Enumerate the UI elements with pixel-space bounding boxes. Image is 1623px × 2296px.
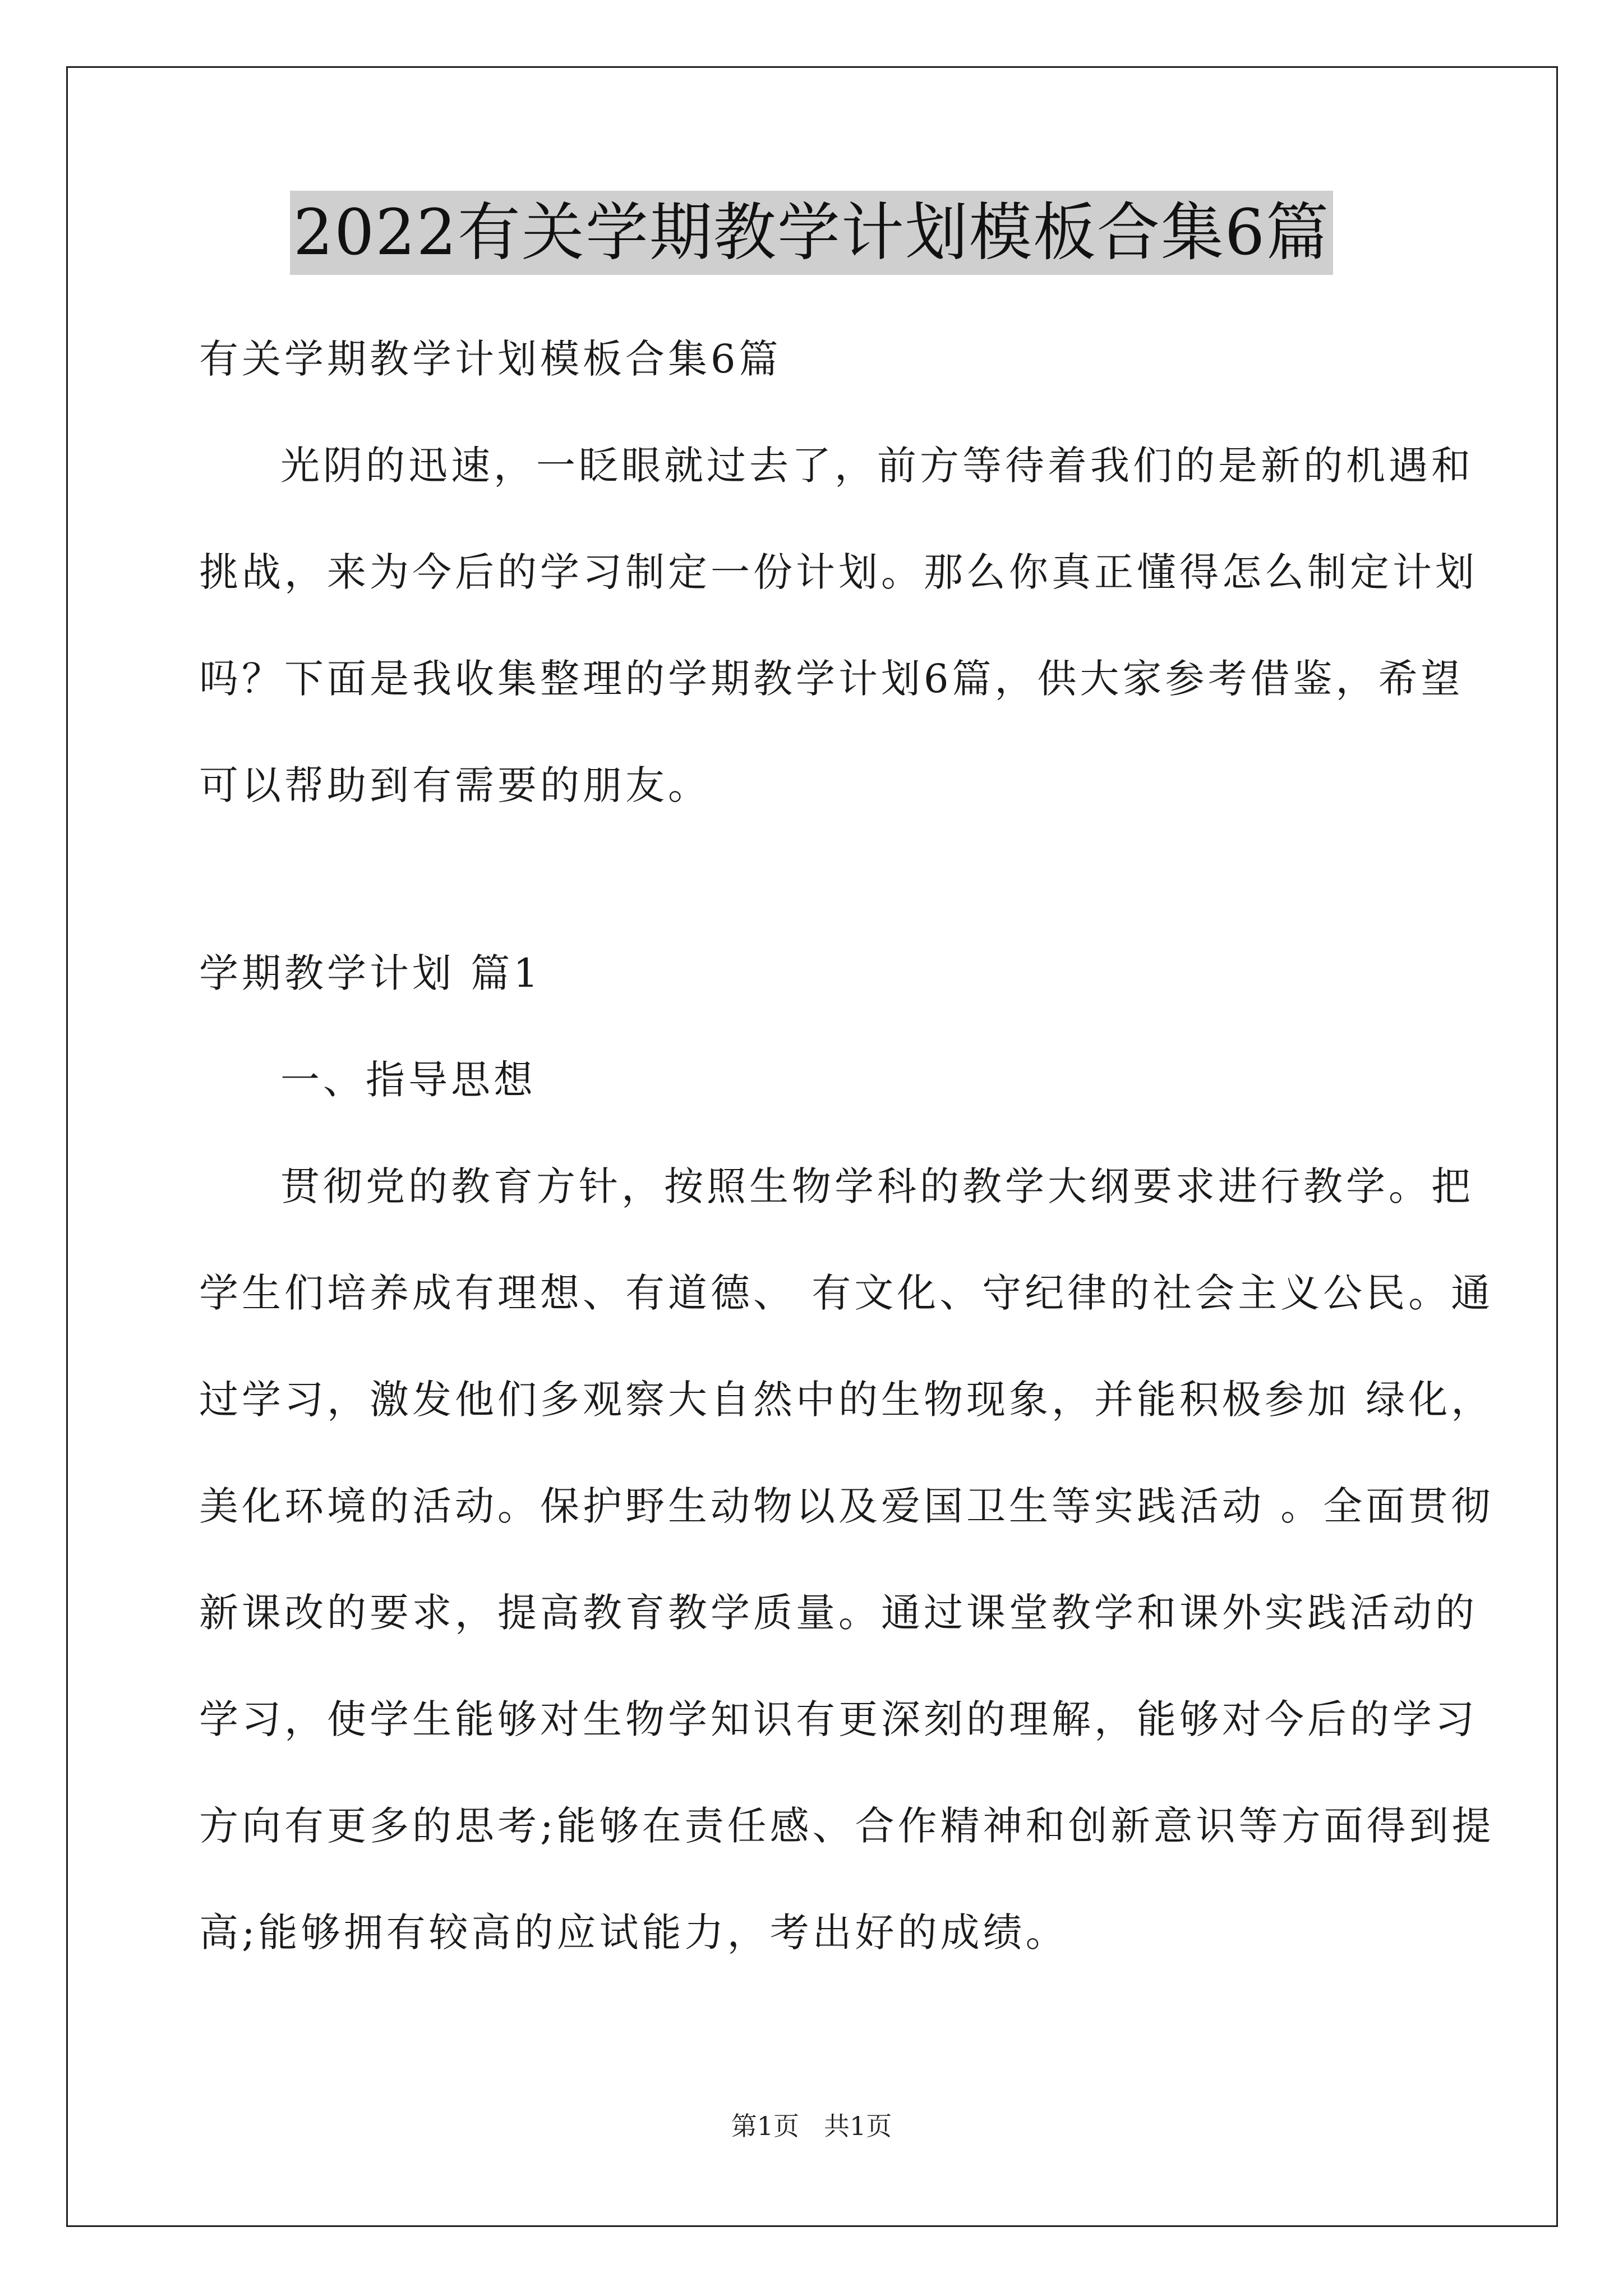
body-line-3: 过学习，激发他们多观察大自然中的生物现象，并能积极参加 绿化， [199, 1377, 1494, 1423]
document-body [199, 306, 1495, 1986]
title-container [0, 191, 1623, 275]
body-line-4: 美化环境的活动。保护野生动物以及爱国卫生等实践活动 。全面贯彻 [199, 1483, 1494, 1529]
intro-line-4: 可以帮助到有需要的朋友。 [199, 762, 711, 808]
body-line-6: 学习，使学生能够对生物学知识有更深刻的理解，能够对今后的学习 [199, 1696, 1478, 1742]
body-line-8: 高;能够拥有较高的应试能力，考出好的成绩。 [199, 1910, 1068, 1955]
body-line-1: 贯彻党的教育方针，按照生物学科的教学大纲要求进行教学。把 [280, 1163, 1474, 1209]
intro-line-1: 光阴的迅速，一眨眼就过去了，前方等待着我们的是新的机遇和 [280, 443, 1474, 489]
intro-line-3: 吗？下面是我收集整理的学期教学计划6篇，供大家参考借鉴，希望 [199, 656, 1464, 702]
subsection-heading: 一、指导思想 [280, 1057, 536, 1103]
page-total: 共1页 [824, 2111, 892, 2141]
body-line-7: 方向有更多的思考;能够在责任感、合作精神和创新意识等方面得到提 [199, 1803, 1495, 1849]
body-line-5: 新课改的要求，提高教育教学质量。通过课堂教学和课外实践活动的 [199, 1590, 1478, 1636]
document-title: 2022有关学期教学计划模板合集6篇 [290, 191, 1333, 275]
page-number: 第1页 [731, 2111, 799, 2141]
page-footer [0, 2109, 1623, 2143]
section-heading: 学期教学计划 篇1 [199, 950, 542, 996]
subtitle-line: 有关学期教学计划模板合集6篇 [199, 336, 782, 382]
body-line-2: 学生们培养成有理想、有道德、 有文化、守纪律的社会主义公民。通 [199, 1270, 1494, 1316]
intro-line-2: 挑战，来为今后的学习制定一份计划。那么你真正懂得怎么制定计划 [199, 549, 1478, 595]
